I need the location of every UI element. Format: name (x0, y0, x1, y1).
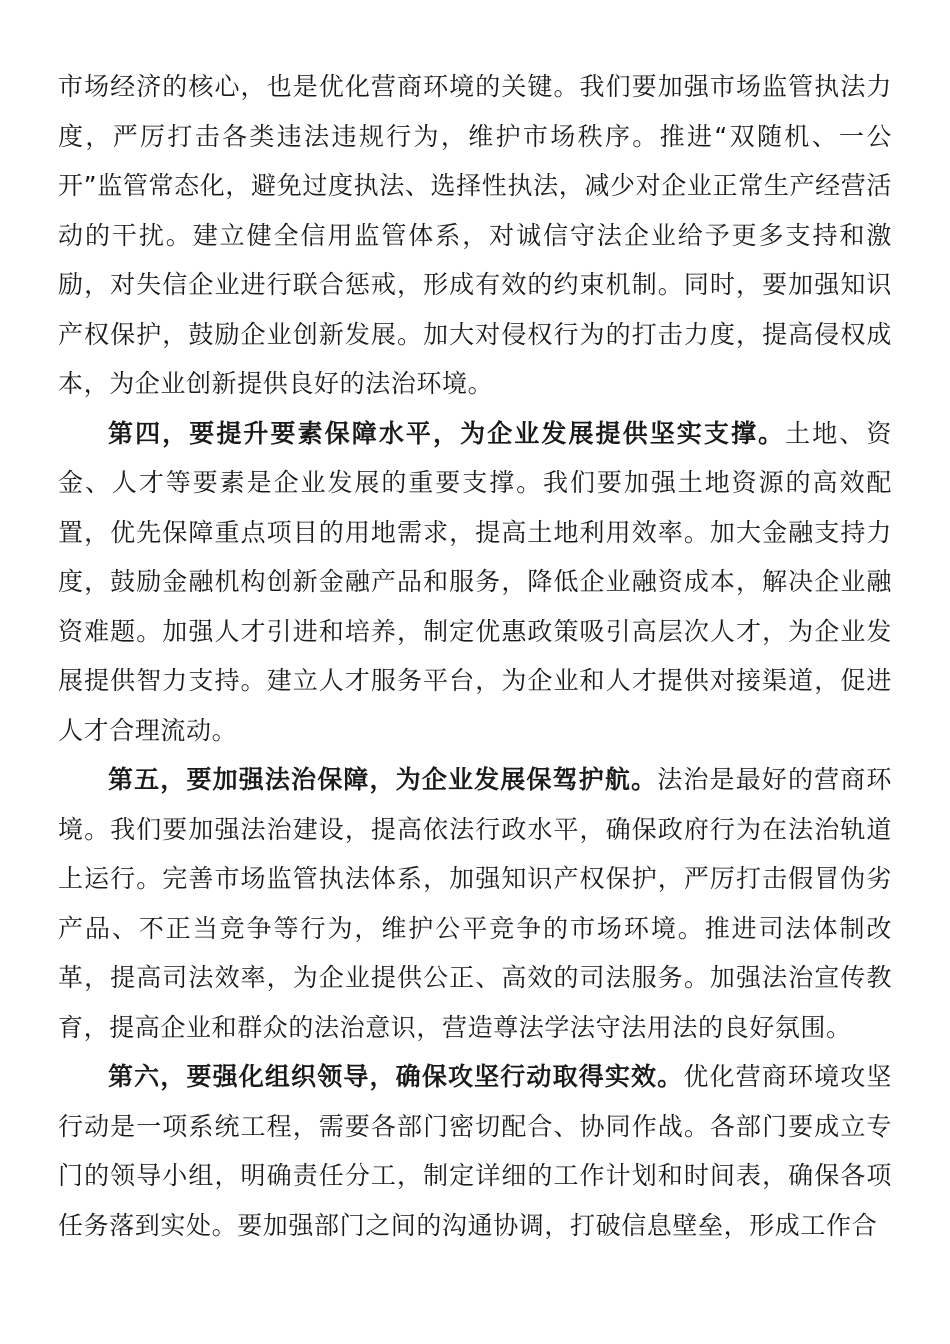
paragraph-2-body: 土地、资金、人才等要素是企业发展的重要支撑。我们要加强土地资源的高效配置，优先保障重点项目的用地需求，提高土地利用效率。加大金融支持力度，鼓励金融机构创新金融产品和服务，降低企业融资成本，解决企业融资难题。加强人才引进和培养，制定优惠政策吸引高层次人才，为企业发展提供智力支持。建立人才服务平台，为企业和人才提供对接渠道，促进人才合理流动。 (58, 418, 892, 745)
paragraph-3-body: 法治是最好的营商环境。我们要加强法治建设，提高依法行政水平，确保政府行为在法治轨道上运行。完善市场监管执法体系，加强知识产权保护，严厉打击假冒伪劣产品、不正当竞争等行为，维护公平竞争的市场环境。推进司法体制改革，提高司法效率，为企业提供公正、高效的司法服务。加强法治宣传教育，提高企业和群众的法治意识，营造尊法学法守法用法的良好氛围。 (58, 765, 892, 1042)
paragraph-4-body: 优化营商环境攻坚行动是一项系统工程，需要各部门密切配合、协同作战。各部门要成立专门的领导小组，明确责任分工，制定详细的工作计划和时间表，确保各项任务落到实处。要加强部门之间的沟通协调，打破信息壁垒，形成工作合 (58, 1062, 892, 1240)
paragraph-1 (58, 62, 892, 409)
document-page (58, 62, 892, 1250)
paragraph-2-heading: 第四，要提升要素保障水平，为企业发展提供坚实支撑。 (108, 418, 786, 448)
paragraph-4 (58, 1052, 892, 1250)
paragraph-3 (58, 755, 892, 1052)
paragraph-1-body: 市场经济的核心，也是优化营商环境的关键。我们要加强市场监管执法力度，严厉打击各类违法违规行为，维护市场秩序。推进“双随机、一公开”监管常态化，避免过度执法、选择性执法，减少对企业正常生产经营活动的干扰。建立健全信用监管体系，对诚信守法企业给予更多支持和激励，对失信企业进行联合惩戒，形成有效的约束机制。同时，要加强知识产权保护，鼓励企业创新发展。加大对侵权行为的打击力度，提高侵权成本，为企业创新提供良好的法治环境。 (58, 72, 892, 398)
paragraph-3-heading: 第五，要加强法治保障，为企业发展保驾护航。 (108, 765, 658, 794)
paragraph-2 (58, 409, 892, 756)
paragraph-4-heading: 第六，要强化组织领导，确保攻坚行动取得实效。 (108, 1062, 684, 1091)
